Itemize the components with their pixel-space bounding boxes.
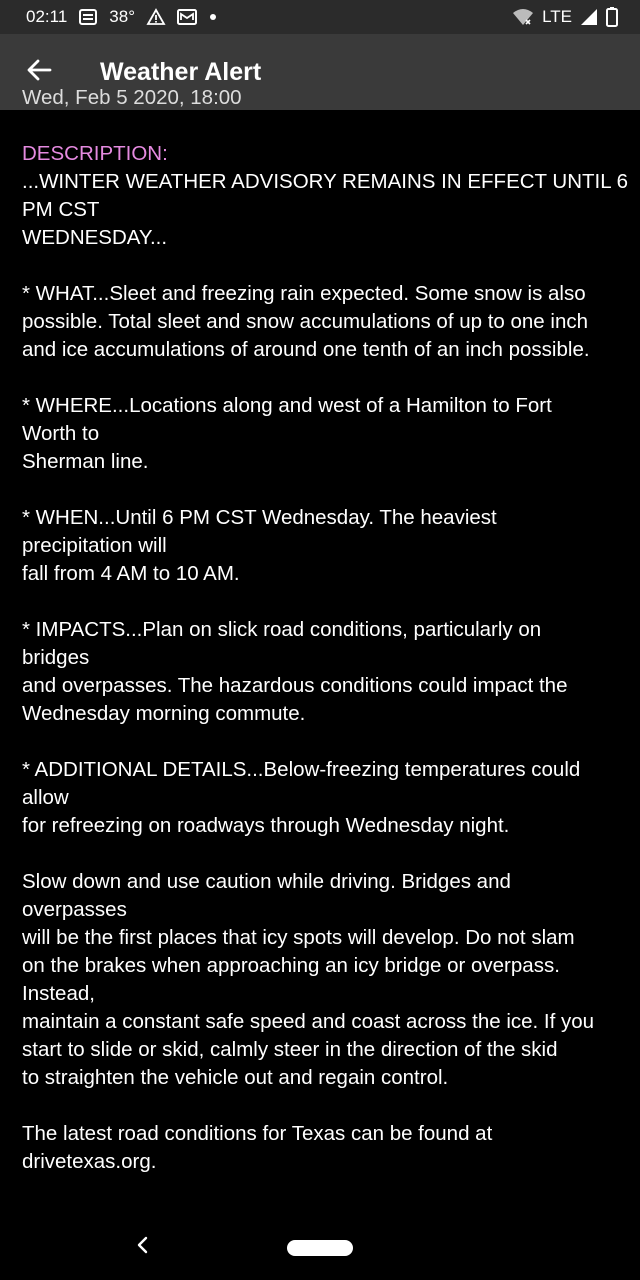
dot-icon <box>209 13 217 21</box>
description-line: precipitation will <box>22 534 167 557</box>
status-left <box>26 7 217 27</box>
description-line: on the brakes when approaching an icy bridge or overpass. <box>22 954 560 977</box>
description-line <box>22 840 620 868</box>
description-line <box>22 252 620 280</box>
description-line: drivetexas.org. <box>22 1150 157 1173</box>
description-line: * WHEN...Until 6 PM CST Wednesday. The heaviest <box>22 506 497 529</box>
description-line: Sherman line. <box>22 450 149 473</box>
description-line: Worth to <box>22 422 100 445</box>
alert-date: Wed, Feb 5 2020, 18:00 <box>22 86 242 109</box>
description-line <box>22 364 620 392</box>
description-line: bridges <box>22 646 90 669</box>
description-line: * IMPACTS...Plan on slick road conditions, particularly on <box>22 618 542 641</box>
description-line: PM CST <box>22 198 100 221</box>
spacer <box>22 112 620 140</box>
description-line: Wednesday morning commute. <box>22 702 306 725</box>
nav-back-button[interactable] <box>130 1233 154 1261</box>
alert-content[interactable] <box>0 86 640 1215</box>
navigation-bar <box>0 1215 640 1280</box>
description-line <box>22 476 620 504</box>
warning-icon <box>147 9 165 25</box>
page-title: Weather Alert <box>100 57 262 86</box>
description-line <box>22 1092 620 1120</box>
description-line: will be the first places that icy spots will develop. Do not slam <box>22 926 575 949</box>
description-line: ...WINTER WEATHER ADVISORY REMAINS IN EFFECT UNTIL 6 <box>22 170 628 193</box>
description-body <box>22 168 628 1176</box>
description-line: and ice accumulations of around one tenth of an inch possible. <box>22 338 590 361</box>
description-line: Slow down and use caution while driving. Bridges and <box>22 870 511 893</box>
description-line: WEDNESDAY... <box>22 226 168 249</box>
status-temperature: 38° <box>109 7 135 26</box>
wifi-icon <box>512 8 534 26</box>
status-time: 02:11 <box>26 7 68 26</box>
description-line: overpasses <box>22 898 127 921</box>
description-line: possible. Total sleet and snow accumulations of up to one inch <box>22 310 589 333</box>
status-bar <box>0 0 640 34</box>
status-network: LTE <box>542 7 572 26</box>
alert-text <box>22 84 628 1176</box>
notification-icon <box>79 9 97 25</box>
description-line: The latest road conditions for Texas can be found at <box>22 1122 493 1145</box>
description-line: for refreezing on roadways through Wednesday night. <box>22 814 510 837</box>
description-line: and overpasses. The hazardous conditions could impact the <box>22 674 568 697</box>
description-line: maintain a constant safe speed and coast across the ice. If you <box>22 1010 595 1033</box>
description-line: to straighten the vehicle out and regain control. <box>22 1066 449 1089</box>
description-line: * WHAT...Sleet and freezing rain expected. Some snow is also <box>22 282 586 305</box>
description-line: Instead, <box>22 982 95 1005</box>
arrow-left-icon <box>26 57 52 88</box>
home-pill-icon[interactable] <box>287 1240 353 1256</box>
mail-icon <box>177 9 197 25</box>
description-line: fall from 4 AM to 10 AM. <box>22 562 240 585</box>
description-line: start to slide or skid, calmly steer in the direction of the skid <box>22 1038 558 1061</box>
description-line: allow <box>22 786 69 809</box>
battery-icon <box>606 7 618 27</box>
status-right <box>512 7 618 27</box>
description-line <box>22 588 620 616</box>
description-label: DESCRIPTION: <box>22 142 168 165</box>
description-line <box>22 728 620 756</box>
signal-icon <box>580 8 598 26</box>
description-line: * WHERE...Locations along and west of a Hamilton to Fort <box>22 394 552 417</box>
chevron-left-icon <box>135 1236 149 1259</box>
description-line: * ADDITIONAL DETAILS...Below-freezing temperatures could <box>22 758 581 781</box>
